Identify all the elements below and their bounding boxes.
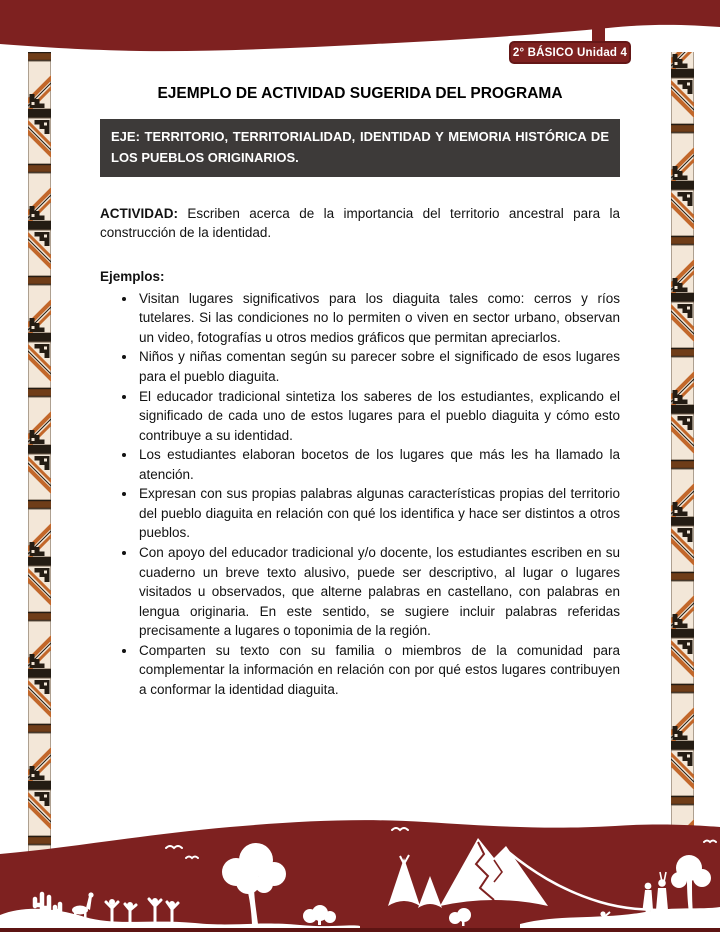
- example-item: • Comparten su texto con su familia o miembros de la comunidad para complementar la información en relación con por qué estos lugares contribuyen a conformar la identidad diaguita.: [137, 641, 620, 700]
- example-item: • Los estudiantes elaboran bocetos de los lugares que más les ha llamado la atención.: [137, 445, 620, 484]
- page-title: EJEMPLO DE ACTIVIDAD SUGERIDA DEL PROGRAMA: [157, 85, 563, 102]
- eje-heading-banner: EJE: TERRITORIO, TERRITORIALIDAD, IDENTIDAD Y MEMORIA HISTÓRICA DE LOS PUEBLOS ORIGINARIOS.: [100, 119, 620, 177]
- footer-base-strip: [0, 928, 720, 932]
- person-head: [152, 898, 158, 904]
- footer-wave-band: [0, 820, 720, 932]
- example-item: • El educador tradicional sintetiza los saberes de los estudiantes, explicando el significado de cada uno de estos lugares para el pueblo diaguita y cómo esto contribuye a su identidad.: [137, 387, 620, 446]
- example-item: • Niños y niñas comentan según su parecer sobre el significado de esos lugares para el pueblo diaguita.: [137, 347, 620, 386]
- example-item: • Con apoyo del educador tradicional y/o docente, los estudiantes escriben en su cuaderno un breve texto alusivo, puede ser descriptivo, al lugar o lugares visitados u observados, que alterne palabras en castellano, con palabras en lengua originaria. En este sentido, se sugiere incluir palabras referidas precisamente a lugares o toponimia de la región.: [137, 543, 620, 641]
- activity-text: Escriben acerca de la importancia del territorio ancestral para la construcción de la identidad.: [100, 205, 620, 241]
- person-head: [127, 902, 133, 908]
- examples-label: Ejemplos:: [100, 268, 165, 284]
- document-content: [100, 85, 620, 700]
- diaguita-border-pattern-left: [28, 52, 51, 860]
- footer-silhouette-scene: [0, 802, 720, 932]
- unit-badge: 2° BÁSICO Unidad 4: [509, 41, 631, 64]
- example-item: • Visitan lugares significativos para los diaguita tales como: cerros y ríos tutelares. Si las condiciones no lo permiten o viven en sector urbano, observan un video, fotografías u otros medios gráficos que permitan apreciarlos.: [137, 289, 620, 348]
- activity-label: ACTIVIDAD:: [100, 205, 178, 221]
- activity-paragraph: [100, 204, 620, 243]
- diaguita-border-pattern-right: [671, 52, 694, 860]
- examples-list: [100, 289, 620, 700]
- person-head: [109, 899, 115, 905]
- person-head: [169, 901, 175, 907]
- example-item: • Expresan con sus propias palabras algunas características propias del territorio del pueblo diaguita en relación con qué los identifica y hace ser distintos a otros pueblos.: [137, 484, 620, 543]
